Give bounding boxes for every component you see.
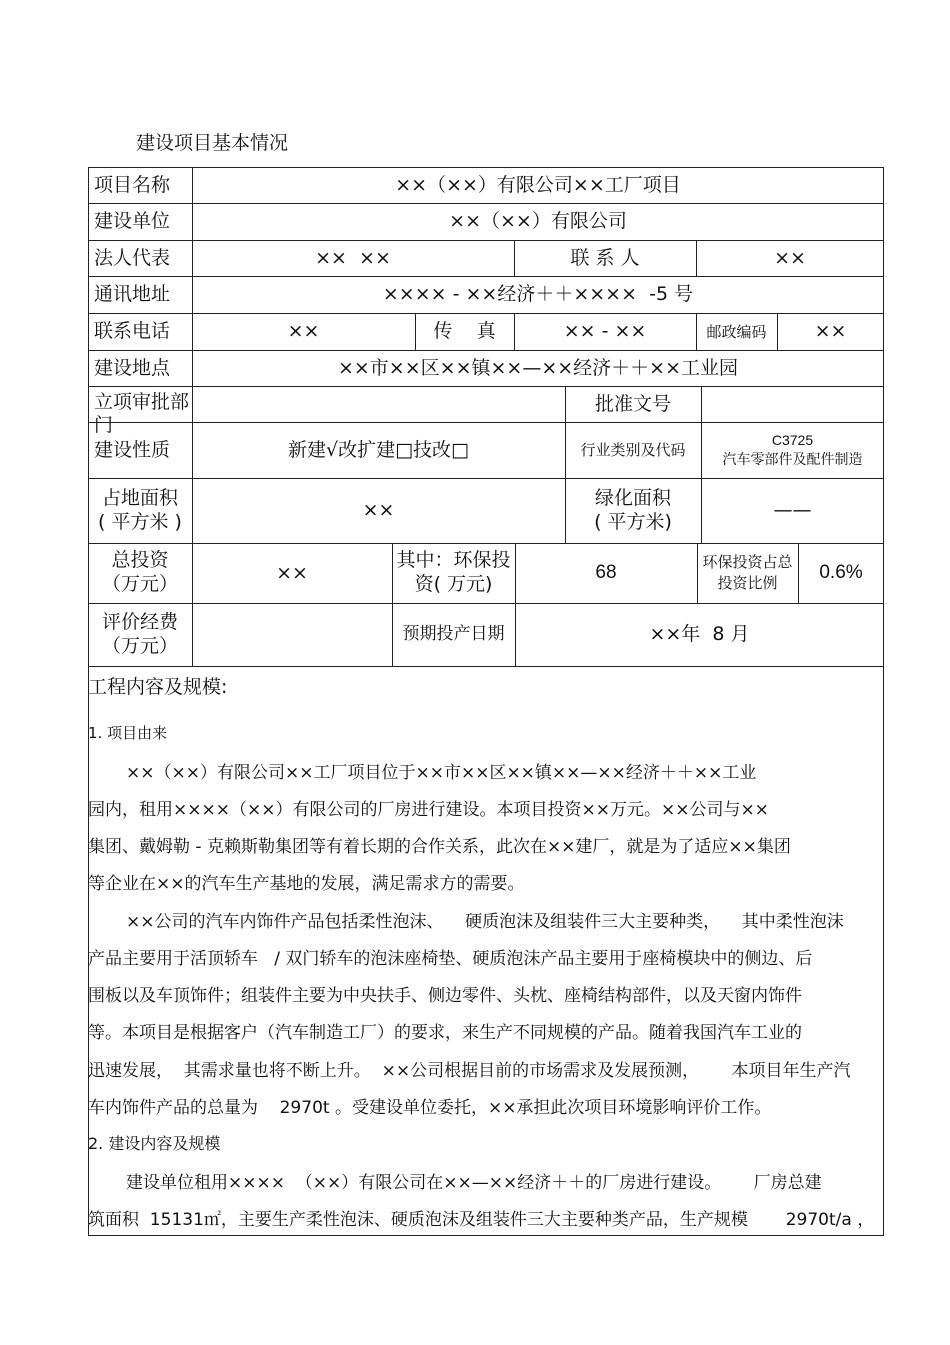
env-invest-label-line1: 其中：环保投 [396,549,511,572]
project-name-label: 项目名称 [94,173,171,196]
env-ratio-label-line2: 投资比例 [717,574,778,592]
total-invest-label [88,543,192,603]
contact-value: ×× [774,246,806,269]
fax-label: 传 真 [433,320,496,343]
land-area-label [88,478,192,543]
para-1-line: 等企业在××的汽车生产基地的发展，满足需求方的需要。 [88,874,525,894]
start-date-value: ××年 8 月 [649,623,750,646]
total-invest-label-line1: 总投资 [111,549,169,572]
env-ratio-value: 0.6% [819,561,863,583]
para-1-line: 集团、戴姆勒 - 克赖斯勒集团等有着长期的合作关系，此次在××建厂，就是为了适应××集团 [88,837,791,857]
nature-value: 新建√改扩建□技改□ [287,438,469,461]
para-2-line: ××公司的汽车内饰件产品包括柔性泡沫、 硬质泡沫及组装件三大主要种类， 其中柔性泡沫 [126,912,844,932]
content-heading: 工程内容及规模: [88,676,228,698]
section-1-title: 1. 项目由来 [88,724,168,742]
nature-label: 建设性质 [94,438,171,461]
address-value: ×××× - ××经济＋＋×××× -5 号 [382,283,694,306]
row-divider [88,666,884,667]
green-area-label-line2: ( 平方米) [594,510,672,533]
industry-value [701,422,884,478]
para-2-line: 车内饰件产品的总量为 2970t 。受建设单位委托，××承担此次项目环境影响评价工作。 [88,1098,772,1118]
env-invest-label [392,543,515,603]
green-area-value: —— [773,499,812,522]
legal-rep-value: ×× ×× [315,246,391,269]
approval-dept-value [192,386,565,422]
phone-value: ×× [287,320,320,343]
eval-fee-label-line1: 评价经费 [101,610,178,633]
para-1-line: ××（××）有限公司××工厂项目位于××市××区××镇××—××经济＋＋××工业 [126,763,757,783]
land-area-label-line1: 占地面积 [101,486,178,509]
page-title: 建设项目基本情况 [136,132,289,154]
env-ratio-label [697,543,798,603]
env-ratio-label-line1: 环保投资占总 [702,553,793,571]
industry-name: 汽车零部件及配件制造 [722,451,863,468]
postcode-value: ×× [814,320,847,343]
site-label: 建设地点 [94,356,171,379]
eval-fee-label [88,603,192,666]
section-2-title: 2. 建设内容及规模 [88,1134,221,1153]
total-invest-label-line2: （万元） [101,573,178,595]
industry-label: 行业类别及代码 [580,441,686,459]
para-2-line: 等。本项目是根据客户（汽车制造工厂）的要求，来生产不同规模的产品。随着我国汽车工业的 [88,1023,802,1043]
phone-label: 联系电话 [94,320,171,343]
address-label: 通讯地址 [94,283,171,306]
start-date-label: 预期投产日期 [402,624,505,645]
green-area-label-line1: 绿化面积 [594,486,671,509]
project-name-value: ××（××）有限公司××工厂项目 [395,173,681,196]
para-1-line: 园内，租用××××（××）有限公司的厂房进行建设。本项目投资××万元。××公司与×× [88,800,769,820]
para-2-line: 围板以及车顶饰件；组装件主要为中央扶手、侧边零件、头枕、座椅结构部件，以及天窗内饰件 [88,986,802,1006]
land-area-label-line2: ( 平方米 ) [98,510,182,533]
para-2-line: 迅速发展， 其需求量也将不断上升。 ××公司根据目前的市场需求及发展预测， 本项目年生产汽 [88,1061,851,1081]
site-value: ××市××区××镇××—××经济＋＋××工业园 [337,356,739,379]
land-area-value: ×× [362,499,395,522]
legal-rep-label: 法人代表 [94,246,171,269]
contact-label: 联 系 人 [570,246,640,269]
para-2-line: 产品主要用于活顶轿车 / 双门轿车的泡沫座椅垫、硬质泡沫产品主要用于座椅模块中的侧边、后 [88,949,813,969]
total-invest-value: ×× [276,561,308,584]
env-invest-label-line2: 资( 万元) [414,573,493,595]
builder-value: ××（××）有限公司 [449,210,627,233]
para-3-line: 筑面积 15131㎡，主要生产柔性泡沫、硬质泡沫及组装件三大主要种类产品，生产规模 2970t/a ， [88,1210,875,1230]
fax-value: ×× - ×× [563,320,647,343]
para-3-line: 建设单位租用×××× （××）有限公司在××—××经济＋＋的厂房进行建设。 厂房总建 [126,1173,822,1193]
green-area-label [565,478,701,543]
approval-dept-label: 立项审批部门 [94,391,190,436]
env-invest-value: 68 [595,561,617,583]
eval-fee-value [192,603,392,666]
approval-no-label: 批准文号 [594,392,671,415]
builder-label: 建设单位 [94,210,171,233]
eval-fee-label-line2: （万元） [101,634,178,657]
industry-code: C3725 [771,431,814,448]
postcode-label: 邮政编码 [706,322,767,341]
approval-no-value [701,386,884,422]
